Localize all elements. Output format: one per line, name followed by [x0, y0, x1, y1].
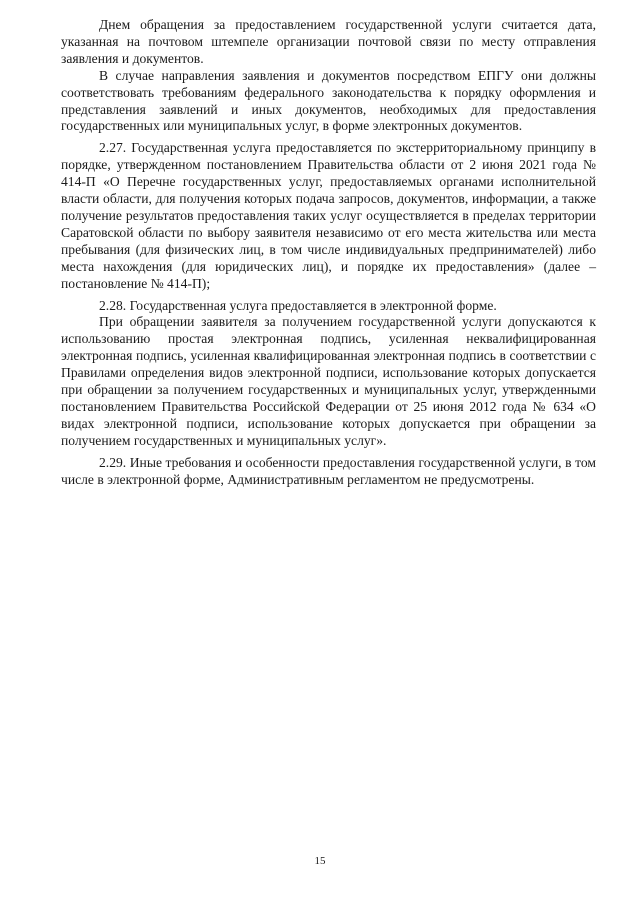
paragraph-epgu-requirements: В случае направления заявления и документов посредством ЕПГУ они должны соответствовать требованиям федерального законодательства к порядку оформления и представления заявлений и иных документов, необходимых для предоставления государственных или муниципальных услуг, в форме электронных документов.	[61, 67, 596, 134]
paragraph-electronic-signature: При обращении заявителя за получением государственной услуги допускаются к использованию простая электронная подпись, усиленная неквалифицированная электронная подпись, усиленная квалифицированная электронная подпись в соответствии с Правилами определения видов электронной подписи, использование которых допускается при обращении за получением государственных и муниципальных услуг, утвержденными постановлением Правительства Российской Федерации от 25 июня 2012 года № 634 «О видах электронной подписи, использование которых допускается при обращении за получением государственных и муниципальных услуг».	[61, 314, 596, 448]
page-number: 15	[314, 855, 326, 867]
document-body	[61, 17, 596, 488]
paragraph-2-29: 2.29. Иные требования и особенности предоставления государственной услуги, в том числе в электронной форме, Административным регламентом не предусмотрены.	[61, 454, 596, 487]
paragraph-2-28: 2.28. Государственная услуга предоставляется в электронной форме.	[99, 297, 497, 313]
paragraph-2-27: 2.27. Государственная услуга предоставляется по экстерриториальному принципу в порядке, утвержденном постановлением Правительства области от 2 июня 2021 года № 414-П «О Перечне государственных услуг, предоставляемых органами исполнительной власти области, для получения которых подача запросов, документов, информации, а также получение результатов предоставления таких услуг осуществляется в пределах территории Саратовской области по выбору заявителя независимо от его места жительства или места пребывания (для физических лиц, в том числе индивидуальных предпринимателей) либо места нахождения (для юридических лиц), и порядке их предоставления» (далее – постановление № 414-П);	[61, 140, 596, 291]
paragraph-submission-date: Днем обращения за предоставлением государственной услуги считается дата, указанная на почтовом штемпеле организации почтовой связи по месту отправления заявления и документов.	[61, 17, 596, 66]
